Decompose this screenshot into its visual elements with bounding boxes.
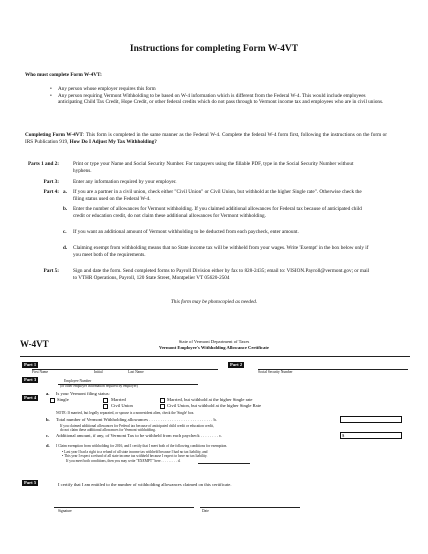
line-a-label: a. xyxy=(46,391,50,396)
date-caption: Date xyxy=(202,509,209,513)
part2-label: Part 2 xyxy=(230,362,243,367)
part-label xyxy=(25,206,63,219)
line-d-text: I Claim exemption from withholding for 2016, and I certify that I meet both of the following conditions for exemption. xyxy=(56,444,228,448)
part-label: Part 5: xyxy=(43,268,59,274)
exempt-line[interactable] xyxy=(198,463,250,464)
part5-label: Part 5 xyxy=(24,480,37,485)
signature-line[interactable] xyxy=(54,507,194,508)
married-label: Married xyxy=(111,397,126,402)
completing-bold: How Do I Adjust My Tax Withholding? xyxy=(69,138,157,145)
form-cert-title: Vermont Employee's Withholding Allowance Certificate xyxy=(159,345,269,350)
last-name-caption: Last Name xyxy=(128,370,144,374)
completing-label: Completing Form W-4VT xyxy=(25,132,83,138)
part-row xyxy=(25,161,387,174)
initial-caption: Initial xyxy=(94,370,103,374)
civil-union-label: Civil Union xyxy=(111,403,133,408)
line-c-text: Additional amount, if any, of Vermont Tax to be withheld from each paycheck . . . . . . . . c. xyxy=(56,433,223,438)
list-item: • Any person whose employer requires this form xyxy=(50,86,385,93)
part-row xyxy=(25,268,387,281)
employee-number-hint: (or other employer information required by employer) xyxy=(60,384,138,388)
part-text: Claiming exempt from withholding means that no State income tax will be withheld from your wages. Write 'Exempt' in the box below only if you meet both of the requirements. xyxy=(73,245,369,258)
part-row xyxy=(25,206,387,219)
parts-list xyxy=(25,161,387,291)
part-text: Sign and date the form. Send completed forms to Payroll Division either by fax to 828-2435; email to: VISION.Payroll@vermont.gov; or mail to VTHR Operations, Payroll, 120 State Street, Montpelier VT 05620-2504 xyxy=(73,268,370,281)
married-higher-label: Married, but withhold at the higher Single rate xyxy=(167,397,253,402)
single-checkbox[interactable] xyxy=(50,398,55,403)
line-b-label: b. xyxy=(46,417,50,422)
form-code: W-4VT xyxy=(20,339,49,349)
form-dept: State of Vermont Department of Taxes xyxy=(178,339,250,344)
part-text: Enter the number of allowances for Vermont withholding. If you claimed additional allowances for Federal tax because of anticipated child credit or education credit, do not claim these additional allowances for Vermont withholding. xyxy=(73,206,362,219)
additional-amount-field[interactable] xyxy=(340,432,402,439)
part-text: Enter any information required by your employer. xyxy=(73,179,177,185)
d-exempt-text: If you meet both conditions, then you may write "EXEMPT" here . . . . . . . . . d. xyxy=(66,459,181,463)
who-heading: Who must complete Form W-4VT: xyxy=(25,72,102,78)
part-text: If you want an additional amount of Vermont withholding to be deducted from each paycheck, enter amount. xyxy=(73,229,299,235)
b-note-1: If you claimed additional allowances for Federal tax because of anticipated child credit or education credit, xyxy=(60,424,214,428)
line-b-text: Total number of Vermont Withholding allowances . . . . . . . . . . . . . . . . . . . . . . . . . . . . b. xyxy=(56,417,217,422)
certify-text: I certify that I am entitled to the number of withholding allowances claimed on this certificate. xyxy=(58,482,232,487)
list-item: • Any person requiring Vermont Withholding to be based on W-4 information which is different from the Federal W-4. This would include employees anticipating Child Tax Credit, Hope Credit, or other federal credits which do not pass through to Vermont income tax and employees who are in civil unions. xyxy=(50,93,385,106)
line-a-text: Is your Vermont filing status: xyxy=(56,391,110,396)
part-label: Parts 1 and 2: xyxy=(28,161,59,167)
civil-union-checkbox[interactable] xyxy=(103,404,108,409)
married-note: NOTE: If married, but legally separated, or spouse is a nonresident alien, check the 'Single' box. xyxy=(56,411,195,415)
line-d-label: d. xyxy=(46,443,50,448)
part-sub xyxy=(63,161,73,174)
civil-union-higher-checkbox[interactable] xyxy=(160,404,165,409)
who-list xyxy=(50,86,385,106)
part-row xyxy=(25,229,387,236)
part-row xyxy=(25,189,387,202)
part4-label: Part 4 xyxy=(24,395,37,400)
part-label: Part 3: xyxy=(43,179,59,185)
signature-caption: Signature xyxy=(58,509,72,513)
single-label: Single xyxy=(57,397,69,402)
part-text: If you are a partner in a civil union, check either "Civil Union" or Civil Union, but withhold at the higher Single rate". Otherwise check the filing status used on the Federal W-4. xyxy=(73,189,362,202)
part3-label: Part 3 xyxy=(24,377,37,382)
part-text: Print or type your Name and Social Security Number. For taxpayers using the fillable PDF, type in the Social Security Number without hyphens. xyxy=(73,161,354,174)
part-sub xyxy=(63,268,73,281)
part-label xyxy=(25,245,63,258)
part-sub: c. xyxy=(63,229,67,235)
part1-label: Part 1 xyxy=(24,362,37,367)
completing-text: : This form is completed in the same manner as the Federal W-4. Complete the federal W-4 form first, following the instructions on the form or IRS Publication 919, xyxy=(25,132,387,145)
part-sub: d. xyxy=(63,245,68,251)
part-sub: b. xyxy=(63,206,68,212)
b-note-2: do not claim these additional allowances for Vermont withholding. xyxy=(60,428,156,432)
part-sub: a. xyxy=(63,189,67,195)
d-item-1: • Last year I had a right to a refund of all state income tax withheld because I had no tax liability, and xyxy=(62,450,208,454)
instructions-title: Instructions for completing Form W-4VT xyxy=(129,44,299,54)
employee-number-label: Employee Number xyxy=(64,379,92,383)
part-label: Part 4: xyxy=(43,189,59,195)
civil-union-higher-label: Civil Union, but withhold at the higher Single Rate xyxy=(167,403,262,408)
ssn-caption: Social Security Number xyxy=(258,370,293,374)
married-checkbox[interactable] xyxy=(103,398,108,403)
part-label xyxy=(25,229,63,236)
name-line[interactable] xyxy=(32,369,218,370)
bullet-icon: • xyxy=(62,450,65,454)
dollar-sign: $ xyxy=(342,433,345,438)
part-row xyxy=(25,179,387,186)
photocopy-note: This form may be photocopied as needed. xyxy=(170,299,258,305)
d-item-2: • This year I expect a refund of all state income tax withheld because I expect to have no tax liability. xyxy=(62,454,208,458)
part-row xyxy=(25,245,387,258)
line-c-label: c. xyxy=(46,433,50,438)
part-sub xyxy=(63,179,73,186)
allowances-field[interactable] xyxy=(340,416,402,423)
married-higher-checkbox[interactable] xyxy=(160,398,165,403)
completing-paragraph xyxy=(25,132,387,145)
date-line[interactable] xyxy=(200,507,300,508)
form-top-rule xyxy=(20,356,410,357)
first-name-caption: First Name xyxy=(32,370,49,374)
bullet-icon: • xyxy=(62,454,65,458)
